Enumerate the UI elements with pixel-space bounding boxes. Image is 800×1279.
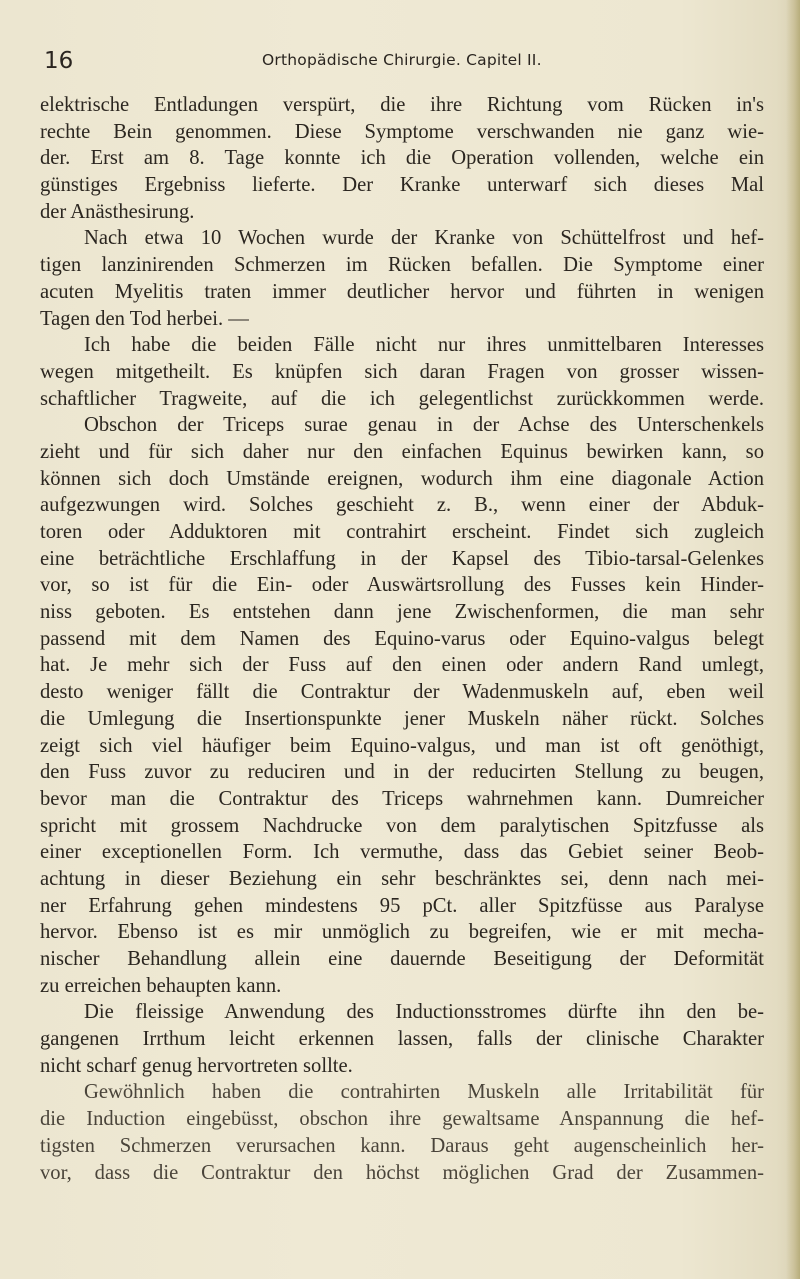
text-line: ner Erfahrung gehen mindestens 95 pCt. aller Spitzfüsse aus Paralyse	[40, 894, 764, 917]
page-header	[0, 46, 800, 82]
text-line: spricht mit grossem Nachdrucke von dem paralytischen Spitzfusse als	[40, 814, 764, 837]
text-line: desto weniger fällt die Contraktur der Wadenmuskeln auf, eben weil	[40, 681, 764, 704]
text-line: bevor man die Contraktur des Triceps wahrnehmen kann. Dumreicher	[40, 787, 764, 810]
text-line: der. Erst am 8. Tage konnte ich die Operation vollenden, welche ein	[40, 147, 764, 170]
text-line: hat. Je mehr sich der Fuss auf den einen oder andern Rand umlegt,	[40, 654, 764, 677]
text-line: vor, so ist für die Ein- oder Auswärtsrollung des Fusses kein Hinder-	[40, 574, 764, 597]
text-line: rechte Bein genommen. Diese Symptome verschwanden nie ganz wie-	[40, 120, 764, 143]
text-line: die Induction eingebüsst, obschon ihre gewaltsame Anspannung die hef-	[40, 1108, 764, 1131]
text-line: Nach etwa 10 Wochen wurde der Kranke von Schüttelfrost und hef-	[84, 227, 764, 250]
text-line: den Fuss zuvor zu reduciren und in der reducirten Stellung zu beugen,	[40, 761, 764, 784]
text-line: niss geboten. Es entstehen dann jene Zwischenformen, die man sehr	[40, 601, 764, 624]
text-line: zu erreichen behaupten kann.	[40, 974, 282, 997]
text-line: zeigt sich viel häufiger beim Equino-valgus, und man ist oft genöthigt,	[40, 734, 764, 757]
text-line: achtung in dieser Beziehung ein sehr beschränktes sei, denn nach mei-	[40, 867, 764, 890]
text-line: Tagen den Tod herbei. —	[40, 307, 249, 330]
text-line: nicht scharf genug hervortreten sollte.	[40, 1054, 353, 1077]
text-line: acuten Myelitis traten immer deutlicher hervor und führten in wenigen	[40, 280, 764, 303]
text-line: zieht und für sich daher nur den einfachen Equinus bewirken kann, so	[40, 440, 764, 463]
text-line: die Umlegung die Insertionspunkte jener Muskeln näher rückt. Solches	[40, 707, 764, 730]
text-line: aufgezwungen wird. Solches geschieht z. B., wenn einer der Abduk-	[40, 494, 764, 517]
text-line: nischer Behandlung allein eine dauernde Beseitigung der Deformität	[40, 948, 764, 970]
text-line: eine beträchtliche Erschlaffung in der Kapsel des Tibio-tarsal-Gelenkes	[40, 547, 764, 570]
text-line: elektrische Entladungen verspürt, die ihre Richtung vom Rücken in's	[40, 94, 764, 116]
text-line: Ich habe die beiden Fälle nicht nur ihres unmittelbaren Interesses	[84, 334, 764, 357]
text-line: Obschon der Triceps surae genau in der Achse des Unterschenkels	[84, 414, 764, 437]
running-head: Orthopädische Chirurgie. Capitel II.	[262, 51, 542, 69]
text-line: tigen lanzinirenden Schmerzen im Rücken befallen. Die Symptome einer	[40, 254, 764, 277]
text-line: günstiges Ergebniss lieferte. Der Kranke unterwarf sich dieses Mal	[40, 174, 764, 197]
text-line: hervor. Ebenso ist es mir unmöglich zu begreifen, wie er mit mecha-	[40, 921, 764, 944]
text-line: einer exceptionellen Form. Ich vermuthe, dass das Gebiet seiner Beob-	[40, 841, 764, 864]
text-line: Die fleissige Anwendung des Inductionsstromes dürfte ihn den be-	[84, 1001, 764, 1024]
text-line: tigsten Schmerzen verursachen kann. Daraus geht augenscheinlich her-	[40, 1134, 764, 1157]
text-line: toren oder Adduktoren mit contrahirt erscheint. Findet sich zugleich	[40, 521, 764, 543]
page-edge-shadow	[786, 0, 800, 1279]
text-line: Gewöhnlich haben die contrahirten Muskeln alle Irritabilität für	[84, 1081, 764, 1104]
text-line: wegen mitgetheilt. Es knüpfen sich daran Fragen von grosser wissen-	[40, 360, 764, 383]
text-line: schaftlicher Tragweite, auf die ich gelegentlichst zurückkommen werde.	[40, 387, 764, 410]
text-line: vor, dass die Contraktur den höchst möglichen Grad der Zusammen-	[40, 1161, 764, 1184]
text-line: passend mit dem Namen des Equino-varus oder Equino-valgus belegt	[40, 627, 764, 650]
text-line: können sich doch Umstände ereignen, wodurch ihm eine diagonale Action	[40, 467, 764, 490]
body-text	[40, 92, 764, 1186]
text-line: gangenen Irrthum leicht erkennen lassen, falls der clinische Charakter	[40, 1028, 764, 1051]
page-number: 16	[44, 48, 74, 74]
text-line: der Anästhesirung.	[40, 200, 195, 223]
